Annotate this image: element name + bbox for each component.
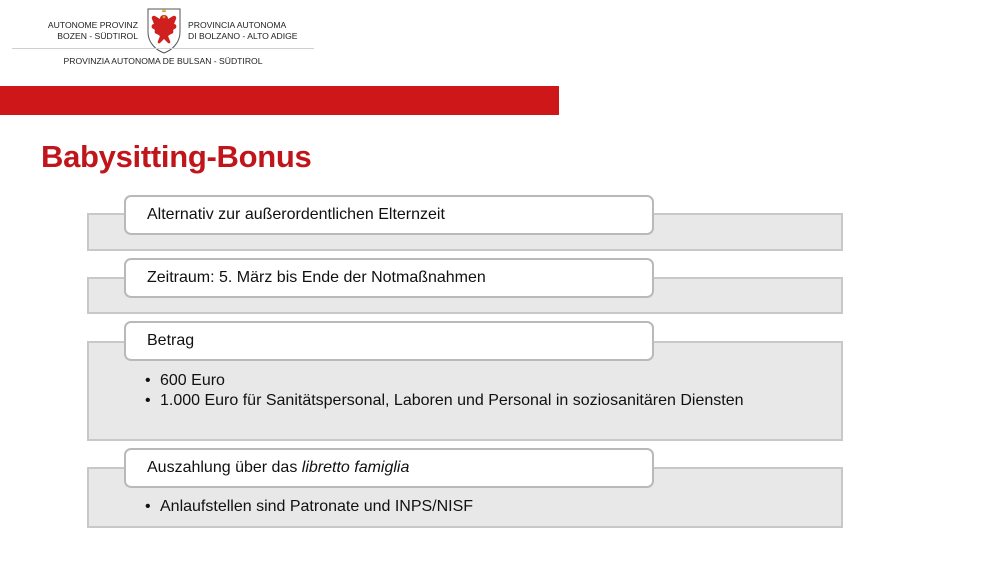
bullet-item: • 1.000 Euro für Sanitätspersonal, Laboren und Personal in soziosanitären Diensten (145, 391, 765, 410)
slide-title: Babysitting-Bonus (41, 139, 312, 174)
item-label-box-3 (124, 321, 654, 361)
item-label-box-4 (124, 448, 654, 488)
header-right-line2: DI BOLZANO - ALTO ADIGE (188, 31, 298, 41)
item-label-1: Alternativ zur außerordentlichen Elternzeit (147, 206, 445, 223)
bullet-item: • 600 Euro (145, 371, 765, 390)
item-label-4 (147, 459, 409, 477)
bullet-item: • Anlaufstellen sind Patronate und INPS/NISF (145, 497, 765, 516)
item-label-box-2 (124, 258, 654, 298)
header-left-line2: BOZEN - SÜDTIROL (57, 31, 138, 41)
item-label-3: Betrag (147, 332, 195, 349)
item-label-2: Zeitraum: 5. März bis Ende der Notmaßnahmen (147, 269, 486, 286)
header-bottom-line: PROVINZIA AUTONOMA DE BULSAN - SÜDTIROL (63, 56, 263, 66)
red-accent-band (0, 86, 559, 115)
header-right-text (188, 20, 328, 42)
header-divider (12, 48, 314, 49)
item-label-box-1 (124, 195, 654, 235)
header-left-line1: AUTONOME PROVINZ (47, 20, 138, 30)
item-label-4-prefix: Auszahlung über das (147, 459, 302, 476)
header-right-line1: PROVINCIA AUTONOMA (188, 20, 287, 30)
item-label-4-italic: libretto famiglia (301, 459, 410, 476)
header-left-text (20, 20, 138, 42)
eagle-crest-icon (144, 6, 184, 54)
item-bullets-4 (145, 497, 765, 517)
item-bullets-3 (145, 371, 765, 411)
